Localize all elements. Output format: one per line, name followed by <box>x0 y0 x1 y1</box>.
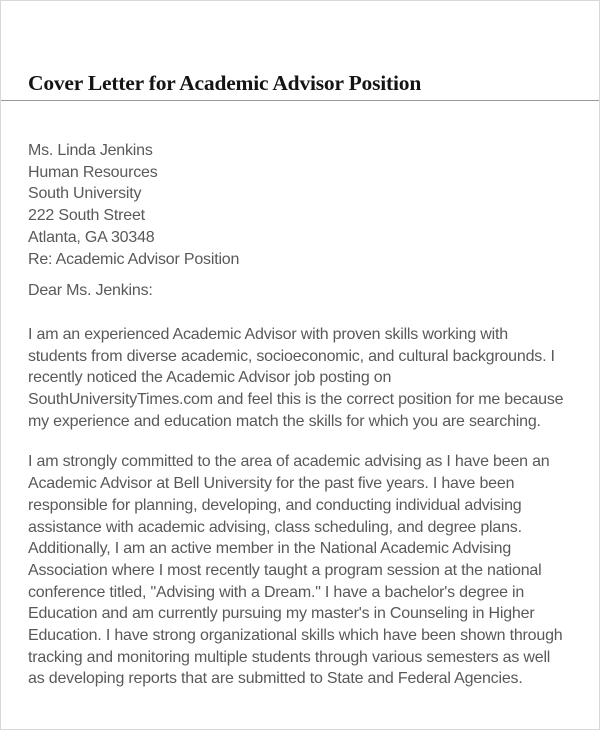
recipient-address-block <box>28 140 569 270</box>
page-title: Cover Letter for Academic Advisor Position <box>28 71 422 95</box>
recipient-department: Human Resources <box>28 163 158 181</box>
subject-line: Re: Academic Advisor Position <box>28 250 240 268</box>
recipient-organization: South University <box>28 185 142 203</box>
letter-paragraph-1: I am an experienced Academic Advisor with proven skills working with students from diverse academic, socioeconomic, and cultural backgrounds. I recently noticed the Academic Advisor job posting on SouthUniversityTimes.com and feel this is the correct position for me because my experience and education match the skills for which you are searching. <box>28 325 564 430</box>
letter-paragraph-2: I am strongly committed to the area of academic advising as I have been an Academic Advisor at Bell University for the past five years. I have been responsible for planning, developing, and conducting individual advising assistance with academic advising, class scheduling, and degree plans. Additionally, I am an active member in the National Academic Advising Association where I most recently taught a program session at the national conference titled, "Advising with a Dream." I have a bachelor's degree in Education and am currently pursuing my master's in Counseling in Higher Education. I have strong organizational skills which have been shown through tracking and monitoring multiple students through various semesters as well as developing reports that are submitted to State and Federal Agencies. <box>28 453 563 688</box>
salutation: Dear Ms. Jenkins: <box>28 282 153 300</box>
recipient-street: 222 South Street <box>28 207 145 225</box>
recipient-name: Ms. Linda Jenkins <box>28 142 153 159</box>
letter-body <box>28 140 569 690</box>
recipient-city-state-zip: Atlanta, GA 30348 <box>28 228 155 246</box>
title-divider <box>1 100 599 101</box>
